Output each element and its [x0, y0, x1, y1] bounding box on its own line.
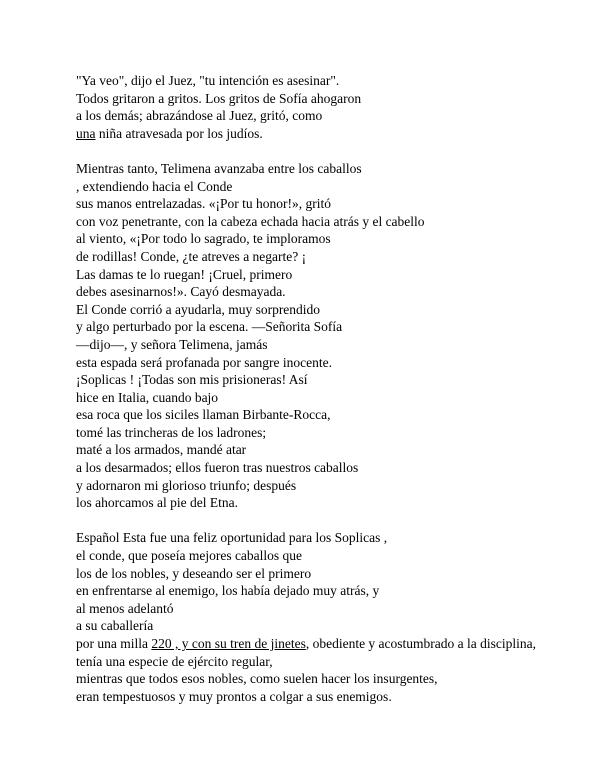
text-line: mientras que todos esos nobles, como suelen hacer los insurgentes, [76, 671, 438, 687]
text-line [76, 635, 556, 653]
text-line: hice en Italia, cuando bajo [76, 389, 219, 405]
text-segment: , obediente y acostumbrado a la disciplina, [305, 636, 537, 651]
underlined-link[interactable]: 220 , y con su tren de jinetes [151, 636, 306, 651]
text-line: maté a los armados, mandé atar [76, 442, 247, 458]
text-line: los ahorcamos al pie del Etna. [76, 495, 238, 511]
text-line: tomé las trincheras de los ladrones; [76, 424, 267, 440]
text-line: debes asesinarnos!». Cayó desmayada. [76, 284, 286, 300]
text-line: a los demás; abrazándose al Juez, gritó, como [76, 108, 323, 124]
text-line: los de los nobles, y deseando ser el primero [76, 565, 312, 581]
text-segment: niña atravesada por los judíos. [95, 125, 263, 141]
text-line: sus manos entrelazadas. «¡Por tu honor!», gritó [76, 196, 331, 212]
text-line: esa roca que los siciles llaman Birbante-Rocca, [76, 407, 331, 423]
text-line: Todos gritaron a gritos. Los gritos de Sofía ahogaron [76, 90, 362, 106]
text-line: con voz penetrante, con la cabeza echada hacia atrás y el cabello [76, 213, 425, 229]
text-line: Mientras tanto, Telimena avanzaba entre los caballos [76, 160, 362, 176]
paragraph-2 [76, 160, 556, 512]
text-line: y algo perturbado por la escena. —Señorita Sofía [76, 319, 343, 335]
text-line: de rodillas! Conde, ¿te atreves a negarte? ¡ [76, 248, 307, 264]
text-line: eran tempestuosos y muy prontos a colgar a sus enemigos. [76, 688, 392, 704]
text-line: ¡Soplicas ! ¡Todas son mis prisioneras! Así [76, 372, 308, 388]
text-line: al menos adelantó [76, 600, 174, 616]
text-line: "Ya veo", dijo el Juez, "tu intención es asesinar". [76, 73, 340, 88]
text-line: El Conde corrió a ayudarla, muy sorprendido [76, 301, 321, 317]
text-segment: por una milla [76, 636, 152, 651]
text-line: a su caballería [76, 618, 154, 634]
text-line: en enfrentarse al enemigo, los había dejado muy atrás, y [76, 583, 380, 599]
document-page [76, 72, 556, 705]
text-line: tenía una especie de ejército regular, [76, 653, 273, 669]
text-line: el conde, que poseía mejores caballos que [76, 548, 303, 564]
text-line: , extendiendo hacia el Conde [76, 178, 233, 194]
paragraph-gap [76, 142, 556, 160]
paragraph-1 [76, 72, 556, 142]
text-line: —dijo—, y señora Telimena, jamás [76, 336, 268, 352]
text-line: Español Esta fue una feliz oportunidad para los Soplicas , [76, 530, 388, 546]
text-line: y adornaron mi glorioso triunfo; después [76, 477, 297, 493]
text-line [76, 125, 556, 143]
text-line: esta espada será profanada por sangre inocente. [76, 354, 332, 370]
paragraph-3 [76, 529, 556, 705]
text-line: a los desarmados; ellos fueron tras nuestros caballos [76, 460, 359, 476]
text-line: Las damas te lo ruegan! ¡Cruel, primero [76, 266, 293, 282]
underlined-word: una [76, 125, 96, 141]
text-line: al viento, «¡Por todo lo sagrado, te imploramos [76, 231, 331, 247]
paragraph-gap [76, 512, 556, 530]
